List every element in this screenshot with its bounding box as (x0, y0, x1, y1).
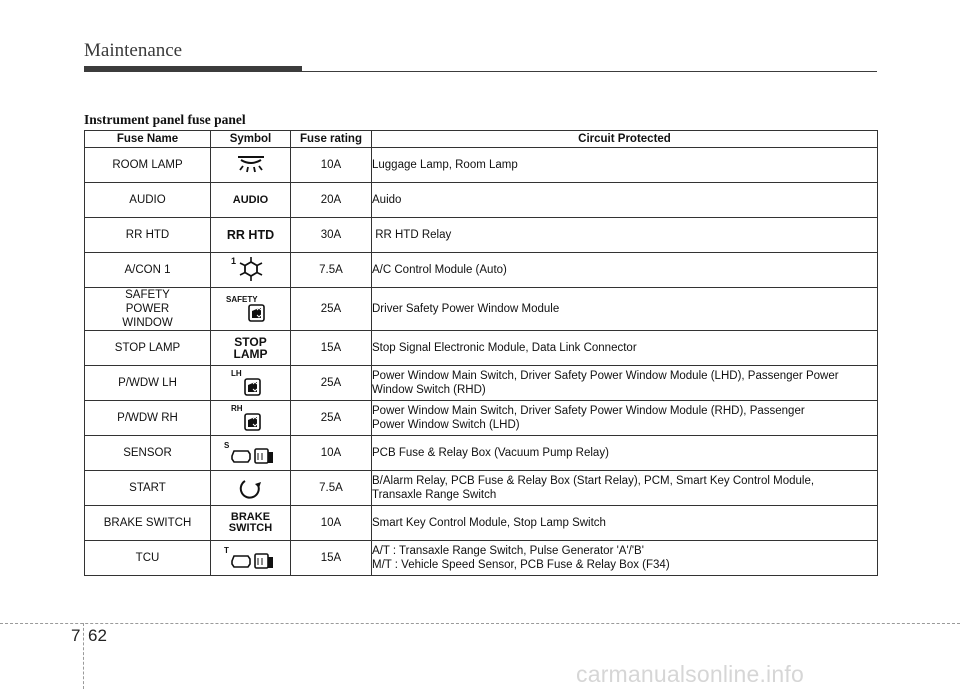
fuse-rating: 7.5A (291, 253, 372, 288)
fuse-table (84, 130, 878, 576)
circuit-line: A/T : Transaxle Range Switch, Pulse Generator 'A'/'B' (372, 545, 644, 557)
header-circuit-protected: Circuit Protected (372, 131, 878, 148)
fuse-name: START (85, 471, 211, 506)
table-row (85, 541, 878, 576)
fuse-rating: 25A (291, 288, 372, 331)
fuse-symbol (211, 366, 291, 401)
header-symbol: Symbol (211, 131, 291, 148)
fuse-name-text: SAFETY POWER WINDOW (122, 289, 173, 329)
fuse-symbol (211, 436, 291, 471)
fuse-symbol (211, 506, 291, 541)
table-row (85, 148, 878, 183)
fuse-symbol (211, 148, 291, 183)
circuit-protected (372, 401, 878, 436)
circuit-protected: Auido (372, 183, 878, 218)
circuit-line: B/Alarm Relay, PCB Fuse & Relay Box (Start Relay), PCM, Smart Key Control Module, (372, 475, 815, 487)
symbol-text-line: BRAKE (230, 511, 271, 523)
table-row (85, 506, 878, 541)
symbol-text: AUDIO (232, 194, 269, 206)
table-row (85, 253, 878, 288)
fuse-symbol (211, 288, 291, 331)
fuse-symbol (211, 401, 291, 436)
fuse-name: SENSOR (85, 436, 211, 471)
fuse-symbol (211, 541, 291, 576)
fuse-rating: 25A (291, 366, 372, 401)
circuit-protected (372, 471, 878, 506)
fuse-name: BRAKE SWITCH (85, 506, 211, 541)
table-row (85, 436, 878, 471)
engine-transmission-icon (220, 438, 282, 468)
fuse-name: A/CON 1 (85, 253, 211, 288)
table-row (85, 218, 878, 253)
power-window-icon (221, 402, 281, 434)
table-header-row (85, 131, 878, 148)
symbol-label: LH (230, 369, 242, 378)
circuit-line: Power Window Switch (LHD) (372, 419, 520, 431)
fuse-symbol (211, 253, 291, 288)
fuse-rating: 15A (291, 541, 372, 576)
fuse-rating: 25A (291, 401, 372, 436)
circuit-line: Transaxle Range Switch (372, 489, 497, 501)
table-row (85, 366, 878, 401)
symbol-label: SAFETY (225, 295, 258, 304)
table-row (85, 331, 878, 366)
symbol-label: RH (230, 404, 243, 413)
fuse-name: P/WDW LH (85, 366, 211, 401)
page-number: 62 (88, 626, 107, 645)
fuse-name: ROOM LAMP (85, 148, 211, 183)
table-row (85, 401, 878, 436)
fuse-name: AUDIO (85, 183, 211, 218)
power-window-icon (221, 367, 281, 399)
circuit-line: M/T : Vehicle Speed Sensor, PCB Fuse & Relay Box (F34) (372, 559, 670, 571)
circuit-line: Window Switch (RHD) (372, 384, 486, 396)
table-caption: Instrument panel fuse panel (84, 112, 246, 127)
engine-transmission-icon (220, 543, 282, 573)
fuse-rating: 10A (291, 506, 372, 541)
fuse-rating: 15A (291, 331, 372, 366)
circuit-protected: Luggage Lamp, Room Lamp (372, 148, 878, 183)
ac-snowflake-icon (229, 255, 273, 285)
circuit-protected: A/C Control Module (Auto) (372, 253, 878, 288)
header-rule-thick (84, 66, 302, 72)
fuse-symbol (211, 331, 291, 366)
fuse-symbol (211, 218, 291, 253)
header-fuse-rating: Fuse rating (291, 131, 372, 148)
fuse-name: TCU (85, 541, 211, 576)
symbol-text-line: SWITCH (228, 522, 273, 534)
circuit-protected: Driver Safety Power Window Module (372, 288, 878, 331)
fuse-name: RR HTD (85, 218, 211, 253)
table-row (85, 288, 878, 331)
start-arrow-icon (238, 475, 264, 501)
fuse-symbol (211, 183, 291, 218)
fuse-rating: 10A (291, 148, 372, 183)
fuse-symbol (211, 471, 291, 506)
fuse-rating: 30A (291, 218, 372, 253)
fuse-rating: 7.5A (291, 471, 372, 506)
section-title: Maintenance (84, 40, 183, 61)
fuse-name: P/WDW RH (85, 401, 211, 436)
circuit-protected (372, 541, 878, 576)
power-window-icon (221, 293, 281, 325)
chapter-number: 7 (71, 626, 81, 645)
footer-divider-vertical (83, 623, 84, 689)
symbol-label: T (223, 546, 229, 555)
symbol-text: RR HTD (226, 228, 275, 242)
circuit-protected (372, 366, 878, 401)
fuse-rating: 10A (291, 436, 372, 471)
circuit-line: Power Window Main Switch, Driver Safety Power Window Module (RHD), Passenger (372, 405, 805, 417)
footer-divider (0, 623, 960, 624)
room-lamp-icon (234, 154, 268, 176)
circuit-protected: Smart Key Control Module, Stop Lamp Switch (372, 506, 878, 541)
symbol-label: 1 (230, 256, 236, 266)
watermark: carmanualsonline.info (576, 661, 804, 687)
symbol-label: S (223, 441, 229, 450)
circuit-protected: PCB Fuse & Relay Box (Vacuum Pump Relay) (372, 436, 878, 471)
table-row (85, 183, 878, 218)
table-row (85, 471, 878, 506)
fuse-rating: 20A (291, 183, 372, 218)
header-fuse-name: Fuse Name (85, 131, 211, 148)
symbol-text-line: STOP (234, 334, 267, 349)
circuit-line: Power Window Main Switch, Driver Safety Power Window Module (LHD), Passenger Power (372, 370, 839, 382)
header-rule-thin (302, 71, 877, 72)
circuit-protected: RR HTD Relay (372, 218, 878, 253)
circuit-protected: Stop Signal Electronic Module, Data Link Connector (372, 331, 878, 366)
symbol-text-line: LAMP (233, 346, 268, 361)
fuse-name: STOP LAMP (85, 331, 211, 366)
fuse-name (85, 288, 211, 331)
